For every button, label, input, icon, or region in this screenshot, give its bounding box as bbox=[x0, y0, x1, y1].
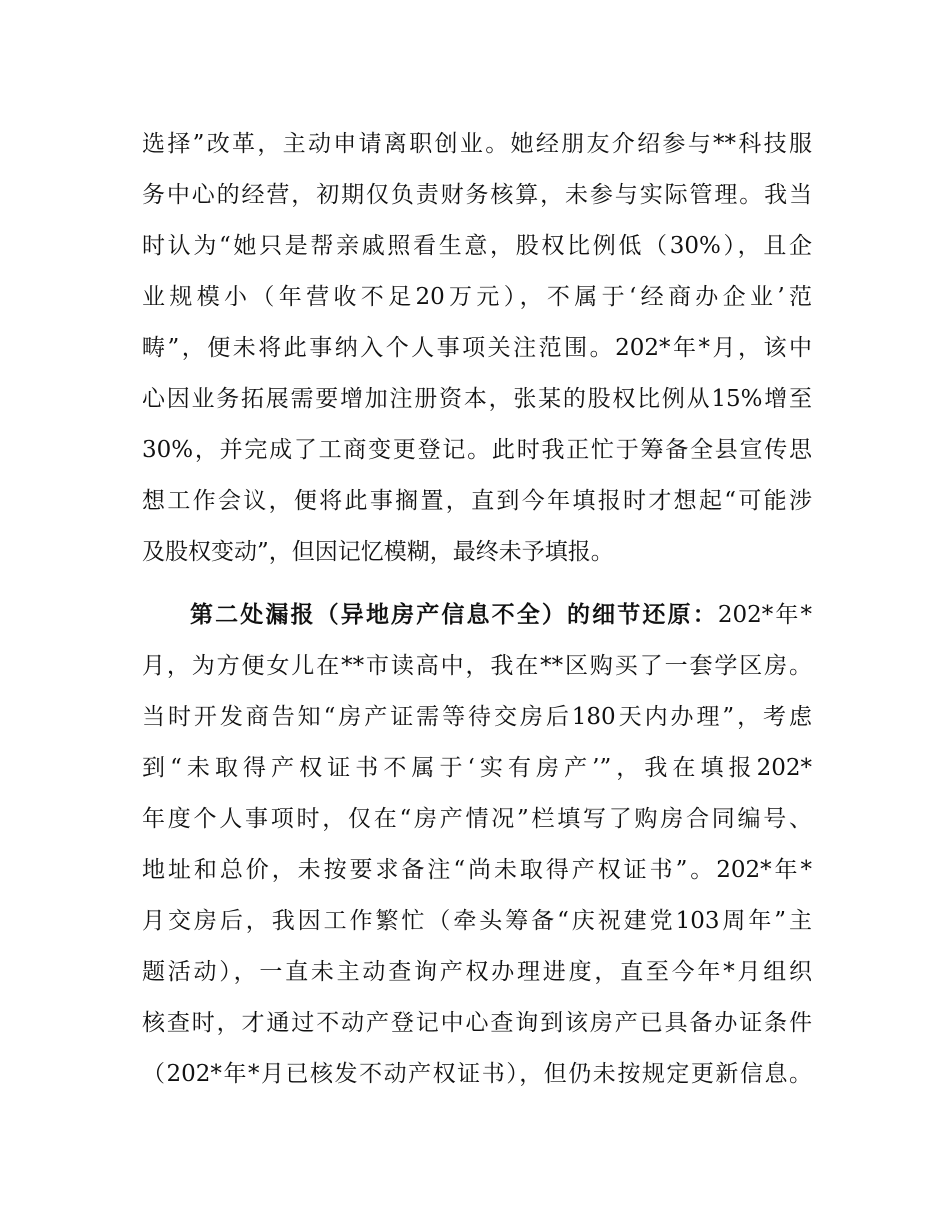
text-line: 心因业务拓展需要增加注册资本，张某的股权比例从15%增至 bbox=[142, 386, 812, 412]
text-line: 地址和总价，未按要求备注“尚未取得产权证书”。202*年* bbox=[142, 857, 812, 883]
text-line: 月交房后，我因工作繁忙（牵头筹备“庆祝建党103周年”主 bbox=[142, 908, 812, 934]
text-line: 想工作会议，便将此事搁置，直到今年填报时才想起“可能涉 bbox=[142, 488, 812, 514]
text-line: 当时开发商告知“房产证需等待交房后180天内办理”，考虑 bbox=[142, 704, 812, 730]
text-line: （202*年*月已核发不动产权证书），但仍未按规定更新信息。 bbox=[142, 1061, 812, 1087]
text-line: 务中心的经营，初期仅负责财务核算，未参与实际管理。我当 bbox=[142, 182, 812, 208]
text-line: 核查时，才通过不动产登记中心查询到该房产已具备办证条件 bbox=[142, 1010, 812, 1036]
section-heading: 第二处漏报（异地房产信息不全）的细节还原： bbox=[190, 601, 718, 628]
text-line: 年度个人事项时，仅在“房产情况”栏填写了购房合同编号、 bbox=[142, 806, 812, 832]
text-line: 畴”，便未将此事纳入个人事项关注范围。202*年*月，该中 bbox=[142, 335, 812, 361]
text-line: 题活动），一直未主动查询产权办理进度，直至今年*月组织 bbox=[142, 959, 812, 985]
text-line: 月，为方便女儿在**市读高中，我在**区购买了一套学区房。 bbox=[142, 653, 812, 679]
text-line: 30%，并完成了工商变更登记。此时我正忙于筹备全县宣传思 bbox=[142, 437, 812, 463]
text-line: 时认为“她只是帮亲戚照看生意，股权比例低（30%），且企 bbox=[142, 233, 812, 259]
heading-continuation: 202*年* bbox=[717, 602, 812, 628]
text-line-first bbox=[190, 600, 812, 630]
text-line: 业规模小（年营收不足20万元），不属于‘经商办企业’范 bbox=[142, 284, 812, 310]
text-line: 及股权变动”，但因记忆模糊，最终未予填报。 bbox=[142, 539, 614, 565]
text-line: 到“未取得产权证书不属于‘实有房产’”，我在填报202* bbox=[142, 755, 812, 781]
text-line: 选择”改革，主动申请离职创业。她经朋友介绍参与**科技服 bbox=[142, 131, 812, 157]
